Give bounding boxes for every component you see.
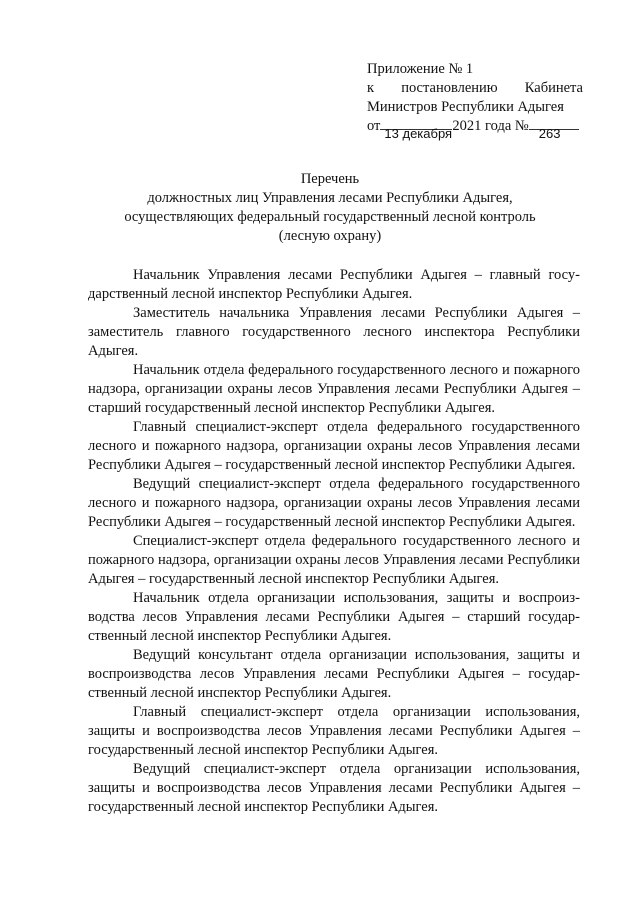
document-title [80, 170, 580, 246]
position-paragraph: Ведущий консультант отдела организации использования, защиты и воспроизводства лесов Управления лесами Республики Адыгея – государственный лесной инспектор Республики Адыгея. [88, 647, 580, 701]
position-paragraph: Ведущий специалист-эксперт отдела федерального государственного лесного и пожарного надзора, организации охраны лесов Управления лесами Республики Адыгея – государственный лесной инспектор Республики Адыгея. [88, 476, 580, 530]
annex-word-k: к [367, 80, 375, 96]
title-line-3: осуществляющих федеральный государственный лесной контроль [124, 209, 536, 225]
annex-number: Приложение № 1 [367, 61, 474, 77]
title-line-2: должностных лиц Управления лесами Республики Адыгея, [147, 190, 513, 206]
title-line-1: Перечень [300, 171, 360, 187]
annex-date-prefix: от [367, 118, 381, 134]
position-paragraph: Начальник Управления лесами Республики Адыгея – главный государственный лесной инспектор Республики Адыгея. [88, 267, 580, 302]
annex-ministers: Министров Республики Адыгея [367, 99, 564, 115]
title-line-4: (лесную охрану) [278, 228, 382, 244]
positions-list [88, 266, 580, 817]
annex-number-blank [529, 126, 579, 141]
annex-number-handwritten: 263 [538, 126, 561, 141]
position-paragraph: Начальник отдела организации использования, защиты и воспроизводства лесов Управления лесами Республики Адыгея – старший государственный лесной инспектор Республики Адыгея. [88, 590, 580, 644]
position-paragraph: Заместитель начальника Управления лесами Республики Адыгея – заместитель главного государственного лесного инспектора Республики Адыгея. [88, 305, 580, 359]
annex-date-year: 2021 года № [452, 118, 529, 134]
annex-resolution-line [367, 79, 583, 98]
annex-date-handwritten: 13 декабря [384, 126, 453, 141]
position-paragraph: Специалист-эксперт отдела федерального государственного лесного и пожарного надзора, организации охраны лесов Управления лесами Республики Адыгея – государственный лесной инспектор Республики Адыгея. [88, 533, 580, 587]
annex-header [367, 60, 583, 141]
annex-date-line [367, 117, 583, 141]
annex-word-resolution: постановлению [401, 80, 498, 96]
position-paragraph: Главный специалист-эксперт отдела федерального государственного лесного и пожарного надзора, организации охраны лесов Управления лесами Республики Адыгея – государственный лесной инспектор Республики Адыгея. [88, 419, 580, 473]
annex-word-cabinet: Кабинета [524, 80, 583, 96]
annex-date-blank [380, 126, 453, 141]
position-paragraph: Начальник отдела федерального государственного лесного и пожарного надзора, организации охраны лесов Управления лесами Республики Адыгея – старший государственный лесной инспектор Республики Адыгея. [88, 362, 580, 416]
position-paragraph: Главный специалист-эксперт отдела организации использования, защиты и воспроизводства лесов Управления лесами Республики Адыгея – государственный лесной инспектор Республики Адыгея. [88, 704, 580, 758]
position-paragraph: Ведущий специалист-эксперт отдела организации использования, защиты и воспроизводства лесов Управления лесами Республики Адыгея – государственный лесной инспектор Республики Адыгея. [88, 761, 580, 815]
